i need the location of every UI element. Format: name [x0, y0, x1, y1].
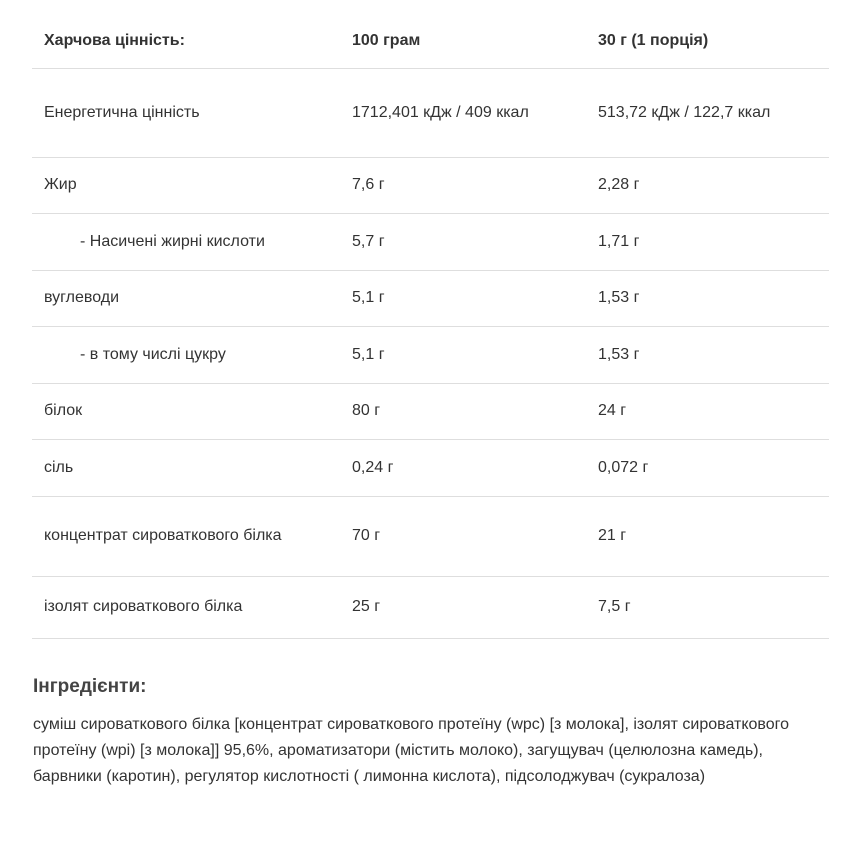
- row-per-100: 80 г: [342, 383, 587, 439]
- row-per-serving: 1,53 г: [587, 270, 829, 326]
- row-per-serving: 7,5 г: [587, 576, 829, 638]
- table-row: [32, 68, 829, 157]
- row-per-100: 5,7 г: [342, 213, 587, 270]
- table-row: [32, 157, 829, 213]
- row-per-serving: 513,72 кДж / 122,7 ккал: [587, 68, 829, 157]
- row-per-serving: 21 г: [587, 496, 829, 576]
- row-per-100: 5,1 г: [342, 326, 587, 383]
- row-per-100: 25 г: [342, 576, 587, 638]
- table-row: [32, 383, 829, 439]
- row-per-100: 7,6 г: [342, 157, 587, 213]
- table-row: [32, 496, 829, 576]
- row-name: Енергетична цінність: [32, 68, 342, 157]
- nutrition-table: [32, 14, 829, 639]
- row-per-serving: 0,072 г: [587, 439, 829, 496]
- row-per-100: 5,1 г: [342, 270, 587, 326]
- table-row: [32, 326, 829, 383]
- row-name: - в тому числі цукру: [32, 326, 342, 383]
- header-per-100: 100 грам: [342, 14, 587, 68]
- ingredients-title: Інгредієнти:: [33, 676, 147, 697]
- header-label: Харчова цінність:: [32, 14, 342, 68]
- table-row: [32, 576, 829, 638]
- header-per-serving: 30 г (1 порція): [587, 14, 829, 68]
- row-per-serving: 24 г: [587, 383, 829, 439]
- row-per-serving: 1,53 г: [587, 326, 829, 383]
- row-name: концентрат сироваткового білка: [32, 496, 342, 576]
- row-name: ізолят сироваткового білка: [32, 576, 342, 638]
- table-row: [32, 439, 829, 496]
- row-name: - Насичені жирні кислоти: [32, 213, 342, 270]
- row-name: Жир: [32, 157, 342, 213]
- ingredients-text: суміш сироваткового білка [концентрат сироваткового протеїну (wpc) [з молока], ізолят сироваткового протеїну (wpi) [з молока]] 95,6%, ароматизатори (містить молоко), загущувач (целюлозна камедь), барвники (каротин), регулятор кислотності ( лимонна кислота), підсолоджувач (сукралоза): [33, 716, 789, 785]
- row-name: білок: [32, 383, 342, 439]
- table-row: [32, 270, 829, 326]
- row-per-100: 1712,401 кДж / 409 ккал: [342, 68, 587, 157]
- row-per-100: 0,24 г: [342, 439, 587, 496]
- table-row: [32, 213, 829, 270]
- row-name: сіль: [32, 439, 342, 496]
- row-name: вуглеводи: [32, 270, 342, 326]
- row-per-100: 70 г: [342, 496, 587, 576]
- row-per-serving: 2,28 г: [587, 157, 829, 213]
- row-per-serving: 1,71 г: [587, 213, 829, 270]
- table-header-row: [32, 14, 829, 68]
